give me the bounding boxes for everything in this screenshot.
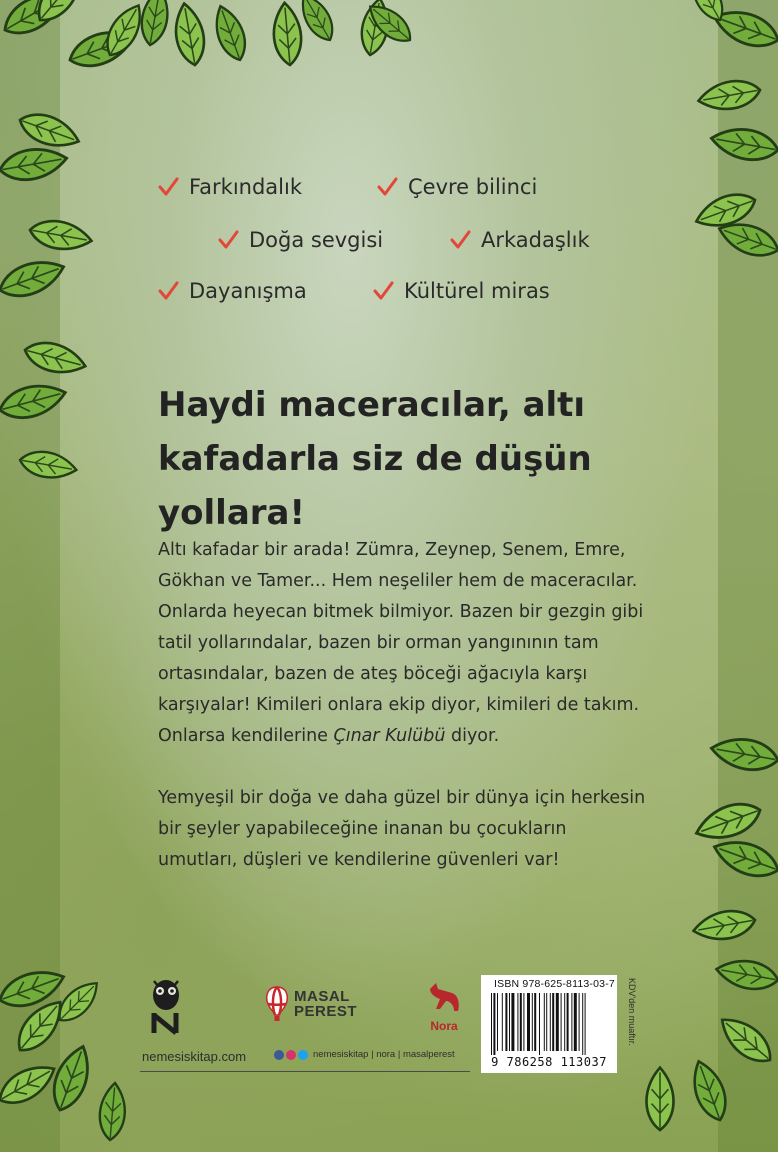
barcode-bar: [534, 993, 536, 1051]
value-label: Çevre bilinci: [408, 175, 538, 199]
value-item-kulturel-miras: [372, 279, 550, 303]
value-item-arkadaslik: [449, 228, 590, 252]
headline: Haydi maceracılar, altı kafadarla siz de düşün yollara!: [158, 385, 592, 533]
isbn-barcode: [481, 975, 617, 1073]
checkmark-icon: [217, 229, 239, 251]
value-item-dayanisma: [157, 279, 307, 303]
barcode-bar: [556, 993, 559, 1051]
barcode-bar: [493, 993, 495, 1055]
value-label: Farkındalık: [189, 175, 302, 199]
isbn-digits: 9 786258 113037: [491, 1055, 607, 1069]
nemesis-owl-logo: [146, 977, 186, 1039]
barcode-bar: [505, 993, 507, 1051]
footer-divider: [140, 1071, 470, 1072]
barcode-bar: [552, 993, 554, 1051]
barcode-bar: [523, 993, 524, 1051]
checkmark-icon: [372, 280, 394, 302]
instagram-icon[interactable]: [286, 1050, 296, 1060]
social-media-bar: [274, 1049, 455, 1060]
barcode-bar: [550, 993, 551, 1051]
barcode-bars: [491, 993, 607, 1055]
owl-icon: [146, 977, 186, 1035]
barcode-bar: [579, 993, 580, 1051]
isbn-label: ISBN 978-625-8113-03-7: [494, 978, 615, 990]
hot-air-balloon-icon: [264, 985, 290, 1023]
publisher-logos: [140, 975, 470, 1035]
fox-icon: [424, 979, 464, 1017]
barcode-bar: [574, 993, 577, 1051]
barcode-bar: [582, 993, 583, 1055]
twitter-icon[interactable]: [298, 1050, 308, 1060]
barcode-bar: [571, 993, 572, 1051]
barcode-bar: [585, 993, 586, 1055]
description-paragraph-2: Yemyeşil bir doğa ve daha güzel bir dünya için herkesin bir şeyler yapabileceğine inanan bu çocukların umutları, düşleri ve kendilerine güvenleri var!: [158, 788, 646, 870]
masalperest-wordmark: [294, 989, 357, 1019]
checkmark-icon: [376, 176, 398, 198]
barcode-bar: [532, 993, 533, 1051]
barcode-bar: [527, 993, 530, 1051]
barcode-bar: [497, 993, 498, 1051]
barcode-bar: [511, 993, 514, 1051]
paragraph-text: Altı kafadar bir arada! Zümra, Zeynep, Senem, Emre, Gökhan ve Tamer... Hem neşeliler hem de maceracılar. Onlarda heyecan bitmek bilmiyor. Bazen bir gezgin gibi tatil yollarındalar, bazen bir orman yangınının tam ortasındalar, bazen de ateş böceği ağacıyla karşı karşıyalar! Kimileri onlara ekip diyor, kimileri de takım. Onlarsa kendilerine: [158, 540, 644, 746]
value-item-cevre-bilinci: [376, 175, 537, 199]
nora-wordmark: Nora: [430, 1019, 458, 1033]
perest-text: PEREST: [294, 1003, 358, 1020]
vat-exemption-note: KDV'den muaftır.: [627, 978, 637, 1046]
club-name: Çınar Kulübü: [333, 726, 446, 746]
value-label: Dayanışma: [189, 279, 307, 303]
barcode-bar: [564, 993, 565, 1051]
masalperest-logo: [264, 985, 357, 1023]
nora-logo: [422, 979, 466, 1033]
barcode-bar: [491, 993, 492, 1055]
checkmark-icon: [449, 229, 471, 251]
facebook-icon[interactable]: [274, 1050, 284, 1060]
barcode-bar: [567, 993, 569, 1051]
barcode-bar: [517, 993, 518, 1051]
barcode-bar: [544, 993, 545, 1051]
barcode-bar: [539, 993, 540, 1055]
value-label: Arkadaşlık: [481, 228, 590, 252]
barcode-bar: [502, 993, 503, 1051]
checkmark-icon: [157, 176, 179, 198]
barcode-bar: [509, 993, 510, 1051]
values-checklist: [0, 0, 778, 330]
description-paragraph-1: [158, 535, 648, 752]
masal-text: MASAL: [294, 988, 350, 1005]
value-item-doga-sevgisi: [217, 228, 383, 252]
barcode-bar: [561, 993, 562, 1051]
checkmark-icon: [157, 280, 179, 302]
value-label: Doğa sevgisi: [249, 228, 384, 252]
barcode-bar: [520, 993, 522, 1051]
website-link[interactable]: nemesiskitap.com: [142, 1049, 247, 1064]
social-handles: nemesiskitap | nora | masalperest: [313, 1049, 455, 1060]
barcode-bar: [546, 993, 547, 1051]
value-item-farkindalik: [157, 175, 302, 199]
value-label: Kültürel miras: [404, 279, 550, 303]
paragraph-text-end: diyor.: [445, 726, 500, 746]
